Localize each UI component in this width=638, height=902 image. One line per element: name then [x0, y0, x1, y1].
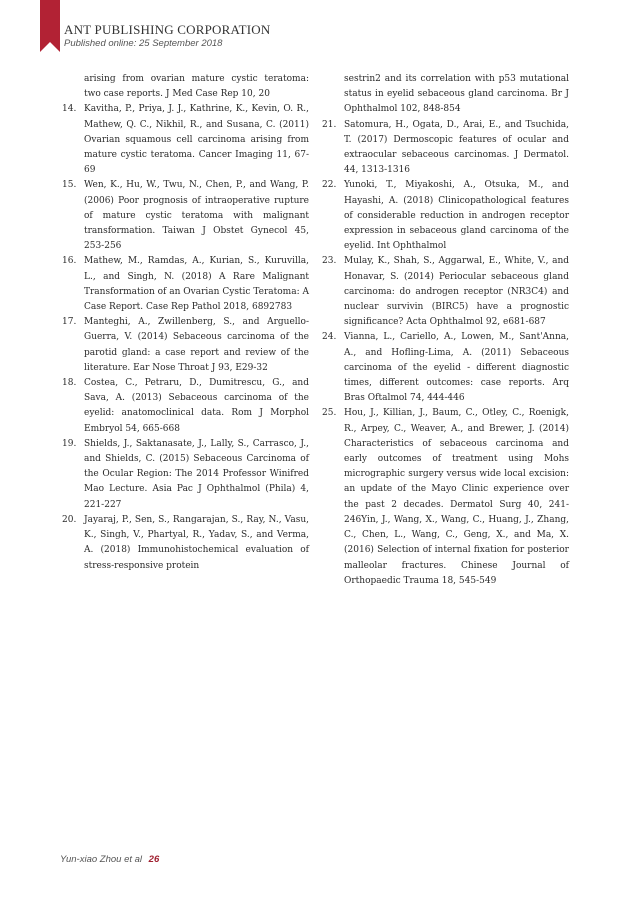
ribbon-logo-icon — [40, 0, 60, 52]
reference-item — [322, 178, 569, 254]
reference-item — [62, 178, 309, 254]
reference-item — [322, 330, 569, 406]
reference-text: Mathew, M., Ramdas, A., Kurian, S., Kuruvilla, L., and Singh, N. (2018) A Rare Malignant Transformation of an Ovarian Cystic Teratoma: A Case Report. Case Rep Pathol 2018, 6892783 — [84, 256, 309, 313]
reference-text: Hou, J., Killian, J., Baum, C., Otley, C., Roenigk, R., Arpey, C., Weaver, A., and Brewer, J. (2014) Characteristics of sebaceous carcinoma and early outcomes of treatment using Mohs micrographic surgery versus wide local excision: an update of the Mayo Clinic experience over the past 2 decades. Dermatol Surg 40, 241-246Yin, J., Wang, X., Wang, C., Huang, J., Zhang, C., Chen, L., Wang, C., Geng, X., and Ma, X. (2016) Selection of internal fixation for posterior malleolar fractures. Chinese Journal of Orthopaedic Trauma 18, 545-549 — [344, 408, 569, 586]
reference-number: 15. — [62, 180, 77, 191]
publisher-name: ANT PUBLISHING CORPORATION — [64, 22, 271, 37]
references-right-column — [322, 72, 569, 589]
page-footer — [60, 854, 159, 865]
reference-item — [62, 376, 309, 437]
reference-item — [322, 406, 569, 588]
reference-number: 23. — [322, 256, 337, 267]
reference-text: arising from ovarian mature cystic teratoma: two case reports. J Med Case Rep 10, 20 — [84, 74, 309, 100]
reference-item — [322, 72, 569, 118]
reference-text: Shields, J., Saktanasate, J., Lally, S., Carrasco, J., and Shields, C. (2015) Sebaceous Carcinoma of the Ocular Region: The 2014 Professor Winifred Mao Lecture. Asia Pac J Ophthalmol (Phila) 4, 221-227 — [84, 438, 309, 510]
reference-item — [62, 254, 309, 315]
reference-item — [322, 254, 569, 330]
reference-text: Mulay, K., Shah, S., Aggarwal, E., White, V., and Honavar, S. (2014) Periocular sebaceous gland carcinoma: do androgen receptor (NR3C4) and nuclear survivin (BIRC5) have a prognostic significance? Acta Ophthalmol 92, e681-687 — [344, 256, 569, 328]
reference-text: Jayaraj, P., Sen, S., Rangarajan, S., Ray, N., Vasu, K., Singh, V., Phartyal, R., Yadav, S., and Verma, A. (2018) Immunohistochemical evaluation of stress-responsive protein — [84, 514, 309, 571]
reference-text: Yunoki, T., Miyakoshi, A., Otsuka, M., and Hayashi, A. (2018) Clinicopathological features of considerable reduction in androgen receptor expression in sebaceous gland carcinoma of the eyelid. Int Ophthalmol — [344, 180, 569, 252]
reference-number: 24. — [322, 332, 337, 343]
published-date: Published online: 25 September 2018 — [64, 38, 223, 49]
reference-text: Costea, C., Petraru, D., Dumitrescu, G., and Sava, A. (2013) Sebaceous carcinoma of the eyelid: anatomoclinical data. Rom J Morphol Embryol 54, 665-668 — [84, 378, 309, 434]
reference-number: 14. — [62, 104, 77, 115]
reference-text: Satomura, H., Ogata, D., Arai, E., and Tsuchida, T. (2017) Dermoscopic features of ocular and extraocular sebaceous carcinomas. J Dermatol. 44, 1313-1316 — [344, 119, 569, 176]
reference-text: Manteghi, A., Zwillenberg, S., and Arguello-Guerra, V. (2014) Sebaceous carcinoma of the parotid gland: a case report and review of the literature. Ear Nose Throat J 93, E29-32 — [84, 317, 309, 373]
references-left-column — [62, 72, 309, 574]
reference-number: 19. — [62, 438, 77, 449]
reference-number: 16. — [62, 256, 77, 267]
reference-item — [62, 315, 309, 376]
reference-text: sestrin2 and its correlation with p53 mutational status in eyelid sebaceous gland carcinoma. Br J Ophthalmol 102, 848-854 — [344, 74, 569, 115]
reference-number: 18. — [62, 378, 77, 389]
reference-text: Vianna, L., Cariello, A., Lowen, M., Sant'Anna, A., and Hofling-Lima, A. (2011) Sebaceous carcinoma of the eyelid - different diagnostic times, different outcomes: case reports. Arq Bras Oftalmol 74, 444-446 — [344, 332, 569, 404]
reference-text: Kavitha, P., Priya, J. J., Kathrine, K., Kevin, O. R., Mathew, Q. C., Nikhil, R., and Susana, C. (2011) Ovarian squamous cell carcinoma arising from mature cystic teratoma. Cancer Imaging 11, 67-69 — [84, 104, 309, 176]
reference-item — [62, 102, 309, 178]
reference-text: Wen, K., Hu, W., Twu, N., Chen, P., and Wang, P. (2006) Poor prognosis of intraoperative rupture of mature cystic teratoma with malignant transformation. Taiwan J Obstet Gynecol 45, 253-256 — [84, 180, 309, 252]
journal-header — [64, 22, 270, 50]
reference-item — [322, 118, 569, 179]
footer-authors: Yun-xiao Zhou et al — [60, 854, 143, 865]
reference-item — [62, 437, 309, 513]
reference-number: 25. — [322, 408, 337, 419]
page-number: 26 — [148, 854, 160, 865]
reference-item — [62, 72, 309, 102]
reference-number: 17. — [62, 317, 77, 328]
reference-number: 21. — [322, 119, 337, 130]
reference-number: 22. — [322, 180, 337, 191]
reference-item — [62, 513, 309, 574]
reference-number: 20. — [62, 514, 77, 525]
